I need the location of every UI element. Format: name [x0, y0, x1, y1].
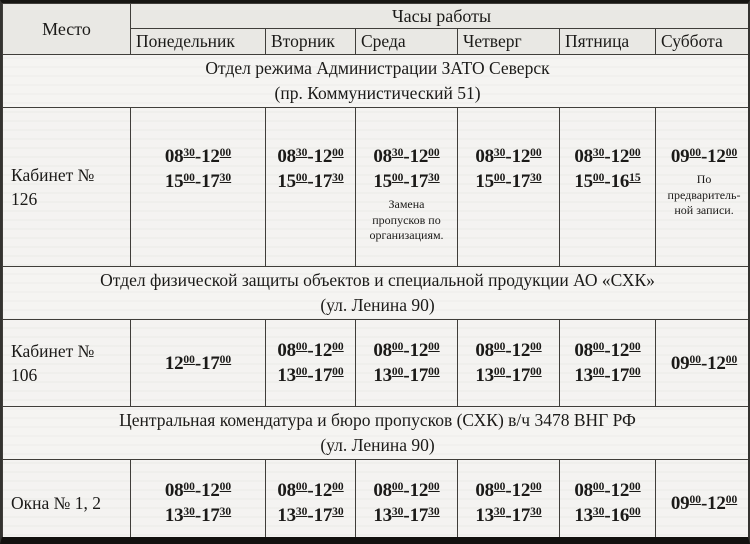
note-line: пропусков по: [372, 212, 441, 227]
time-range: $12^{00}-17^{00}$: [164, 352, 232, 374]
section-title-cell: [3, 407, 750, 460]
schedule-cell-friday: [560, 108, 656, 267]
day-header-friday: Пятница: [560, 29, 656, 55]
schedule-cell-thursday: [458, 320, 560, 407]
row-label: Кабинет № 106: [3, 320, 131, 407]
time-range: $13^{00}-17^{00}$: [277, 365, 344, 386]
section-title: Отдел физической защиты объектов и специальной продукции АО «СХК»: [100, 270, 655, 290]
note-line: Замена: [388, 197, 425, 211]
time-minutes-superscript: 00: [629, 147, 641, 160]
time-minutes-superscript: 30: [295, 506, 308, 519]
time-range: $09^{00}-12^{00}$: [670, 492, 738, 514]
time-minutes-superscript: 00: [332, 481, 344, 494]
schedule-cell-monday: [131, 460, 266, 544]
time-minutes-superscript: 30: [428, 172, 440, 185]
section-address: (ул. Ленина 90): [320, 435, 435, 455]
time-range: $13^{00}-17^{00}$: [574, 365, 641, 386]
time-minutes-superscript: 30: [219, 172, 232, 185]
time-minutes-superscript: 00: [219, 147, 232, 160]
time-range: $08^{30}-12^{00}$: [373, 146, 440, 167]
time-range: $08^{00}-12^{00}$: [164, 480, 232, 501]
time-range: $08^{30}-12^{00}$: [164, 146, 232, 167]
time-range: $08^{30}-12^{00}$: [277, 146, 344, 167]
note-line: По: [696, 172, 712, 186]
schedule-row-2: [3, 320, 750, 407]
schedule-cell-monday: [131, 320, 266, 407]
time-minutes-superscript: 00: [295, 341, 308, 354]
time-minutes-superscript: 00: [592, 341, 605, 354]
time-minutes-superscript: 30: [592, 147, 605, 160]
time-range: $13^{30}-16^{00}$: [574, 505, 641, 526]
time-minutes-superscript: 00: [219, 353, 232, 366]
schedule-cell-wednesday: [356, 320, 458, 407]
time-minutes-superscript: 30: [391, 147, 404, 160]
time-minutes-superscript: 00: [689, 147, 701, 160]
time-minutes-superscript: 00: [592, 481, 605, 494]
note-line: организациям.: [369, 228, 444, 242]
time-range: $15^{00}-16^{15}$: [574, 171, 641, 192]
header-row-top: [3, 4, 750, 29]
note-line: ной записи.: [674, 203, 734, 217]
schedule-cell-saturday: [656, 460, 750, 544]
time-minutes-superscript: 30: [493, 506, 506, 519]
time-minutes-superscript: 00: [592, 172, 605, 185]
schedule-row-3: [3, 460, 750, 544]
time-minutes-superscript: 00: [295, 172, 308, 185]
schedule-cell-tuesday: [266, 108, 356, 267]
section-title-cell: [3, 55, 750, 108]
time-minutes-superscript: 00: [629, 341, 641, 354]
time-minutes-superscript: 00: [629, 506, 641, 519]
time-range: $08^{30}-12^{00}$: [574, 146, 641, 167]
time-range: $15^{00}-17^{30}$: [277, 171, 344, 192]
time-range: $15^{00}-17^{30}$: [373, 171, 440, 192]
time-minutes-superscript: 30: [530, 172, 542, 185]
day-header-wednesday: Среда: [356, 29, 458, 55]
time-minutes-superscript: 00: [725, 147, 738, 160]
time-minutes-superscript: 00: [391, 481, 404, 494]
time-minutes-superscript: 00: [530, 341, 542, 354]
time-range: $15^{00}-17^{30}$: [475, 171, 542, 192]
time-range: $08^{00}-12^{00}$: [277, 340, 344, 361]
schedule-cell-friday: [560, 460, 656, 544]
section-title-row-2: [3, 267, 750, 320]
time-minutes-superscript: 00: [332, 366, 344, 379]
schedule-cell-wednesday: [356, 108, 458, 267]
time-range: $08^{00}-12^{00}$: [373, 340, 440, 361]
time-range: $13^{30}-17^{30}$: [277, 505, 344, 526]
time-minutes-superscript: 00: [493, 341, 506, 354]
time-minutes-superscript: 30: [332, 172, 344, 185]
time-minutes-superscript: 00: [295, 366, 308, 379]
time-minutes-superscript: 00: [493, 481, 506, 494]
time-minutes-superscript: 00: [183, 353, 195, 366]
time-minutes-superscript: 00: [530, 366, 542, 379]
time-minutes-superscript: 30: [183, 147, 195, 160]
cell-note: [658, 172, 750, 219]
time-minutes-superscript: 00: [428, 147, 440, 160]
time-range: $15^{00}-17^{30}$: [164, 171, 232, 192]
section-address: (ул. Ленина 90): [320, 295, 435, 315]
schedule-cell-friday: [560, 320, 656, 407]
place-header: Место: [3, 4, 131, 55]
schedule-row-1: [3, 108, 750, 267]
time-range: $13^{30}-17^{30}$: [373, 505, 440, 526]
time-range: $08^{00}-12^{00}$: [574, 480, 641, 501]
time-range: $08^{00}-12^{00}$: [475, 340, 542, 361]
time-range: $08^{00}-12^{00}$: [277, 480, 344, 501]
section-title-row-3: [3, 407, 750, 460]
time-minutes-superscript: 00: [295, 481, 308, 494]
day-header-thursday: Четверг: [458, 29, 560, 55]
schedule-cell-tuesday: [266, 320, 356, 407]
day-header-tuesday: Вторник: [266, 29, 356, 55]
section-title-cell: [3, 267, 750, 320]
time-range: $13^{00}-17^{00}$: [475, 365, 542, 386]
section-title: Центральная комендатура и бюро пропусков (СХК) в/ч 3478 ВНГ РФ: [119, 410, 636, 430]
time-minutes-superscript: 00: [530, 481, 542, 494]
time-minutes-superscript: 00: [183, 172, 195, 185]
time-minutes-superscript: 00: [428, 341, 440, 354]
schedule-cell-monday: [131, 108, 266, 267]
day-header-monday: Понедельник: [131, 29, 266, 55]
time-range: $08^{00}-12^{00}$: [373, 480, 440, 501]
time-minutes-superscript: 00: [493, 172, 506, 185]
time-minutes-superscript: 00: [493, 366, 506, 379]
time-minutes-superscript: 00: [725, 353, 738, 366]
time-range: $08^{00}-12^{00}$: [574, 340, 641, 361]
note-line: предваритель-: [667, 187, 741, 202]
section-title-row-1: [3, 55, 750, 108]
time-minutes-superscript: 00: [689, 353, 701, 366]
time-minutes-superscript: 30: [530, 506, 542, 519]
time-minutes-superscript: 30: [592, 506, 605, 519]
time-minutes-superscript: 00: [530, 147, 542, 160]
schedule-cell-saturday: [656, 320, 750, 407]
time-range: $09^{00}-12^{00}$: [670, 146, 738, 167]
schedule-cell-thursday: [458, 460, 560, 544]
time-minutes-superscript: 30: [332, 506, 344, 519]
row-label: Кабинет № 126: [3, 108, 131, 267]
cell-note: [358, 197, 455, 244]
time-minutes-superscript: 00: [332, 147, 344, 160]
time-minutes-superscript: 30: [428, 506, 440, 519]
time-minutes-superscript: 00: [428, 366, 440, 379]
time-minutes-superscript: 30: [219, 506, 232, 519]
time-range: $13^{00}-17^{00}$: [373, 365, 440, 386]
time-minutes-superscript: 00: [391, 366, 404, 379]
time-minutes-superscript: 00: [428, 481, 440, 494]
time-minutes-superscript: 00: [629, 366, 641, 379]
time-minutes-superscript: 15: [629, 172, 641, 185]
schedule-cell-wednesday: [356, 460, 458, 544]
time-range: $08^{30}-12^{00}$: [475, 146, 542, 167]
time-range: $13^{30}-17^{30}$: [164, 505, 232, 526]
section-title: Отдел режима Администрации ЗАТО Северск: [205, 58, 550, 78]
time-minutes-superscript: 30: [493, 147, 506, 160]
time-minutes-superscript: 00: [332, 341, 344, 354]
hours-header: Часы работы: [131, 4, 750, 29]
time-minutes-superscript: 30: [295, 147, 308, 160]
time-range: $13^{30}-17^{30}$: [475, 505, 542, 526]
section-address: (пр. Коммунистический 51): [274, 83, 481, 103]
time-minutes-superscript: 00: [391, 341, 404, 354]
row-label: Окна № 1, 2: [3, 460, 131, 544]
time-minutes-superscript: 00: [391, 172, 404, 185]
time-minutes-superscript: 30: [183, 506, 195, 519]
time-minutes-superscript: 30: [391, 506, 404, 519]
time-minutes-superscript: 00: [725, 493, 738, 506]
time-minutes-superscript: 00: [219, 481, 232, 494]
time-minutes-superscript: 00: [629, 481, 641, 494]
day-header-saturday: Суббота: [656, 29, 750, 55]
schedule-cell-tuesday: [266, 460, 356, 544]
time-minutes-superscript: 00: [183, 481, 195, 494]
schedule-cell-saturday: [656, 108, 750, 267]
time-minutes-superscript: 00: [689, 493, 701, 506]
time-range: $09^{00}-12^{00}$: [670, 352, 738, 374]
time-range: $08^{00}-12^{00}$: [475, 480, 542, 501]
time-minutes-superscript: 00: [592, 366, 605, 379]
work-hours-table: [2, 3, 750, 544]
schedule-cell-thursday: [458, 108, 560, 267]
